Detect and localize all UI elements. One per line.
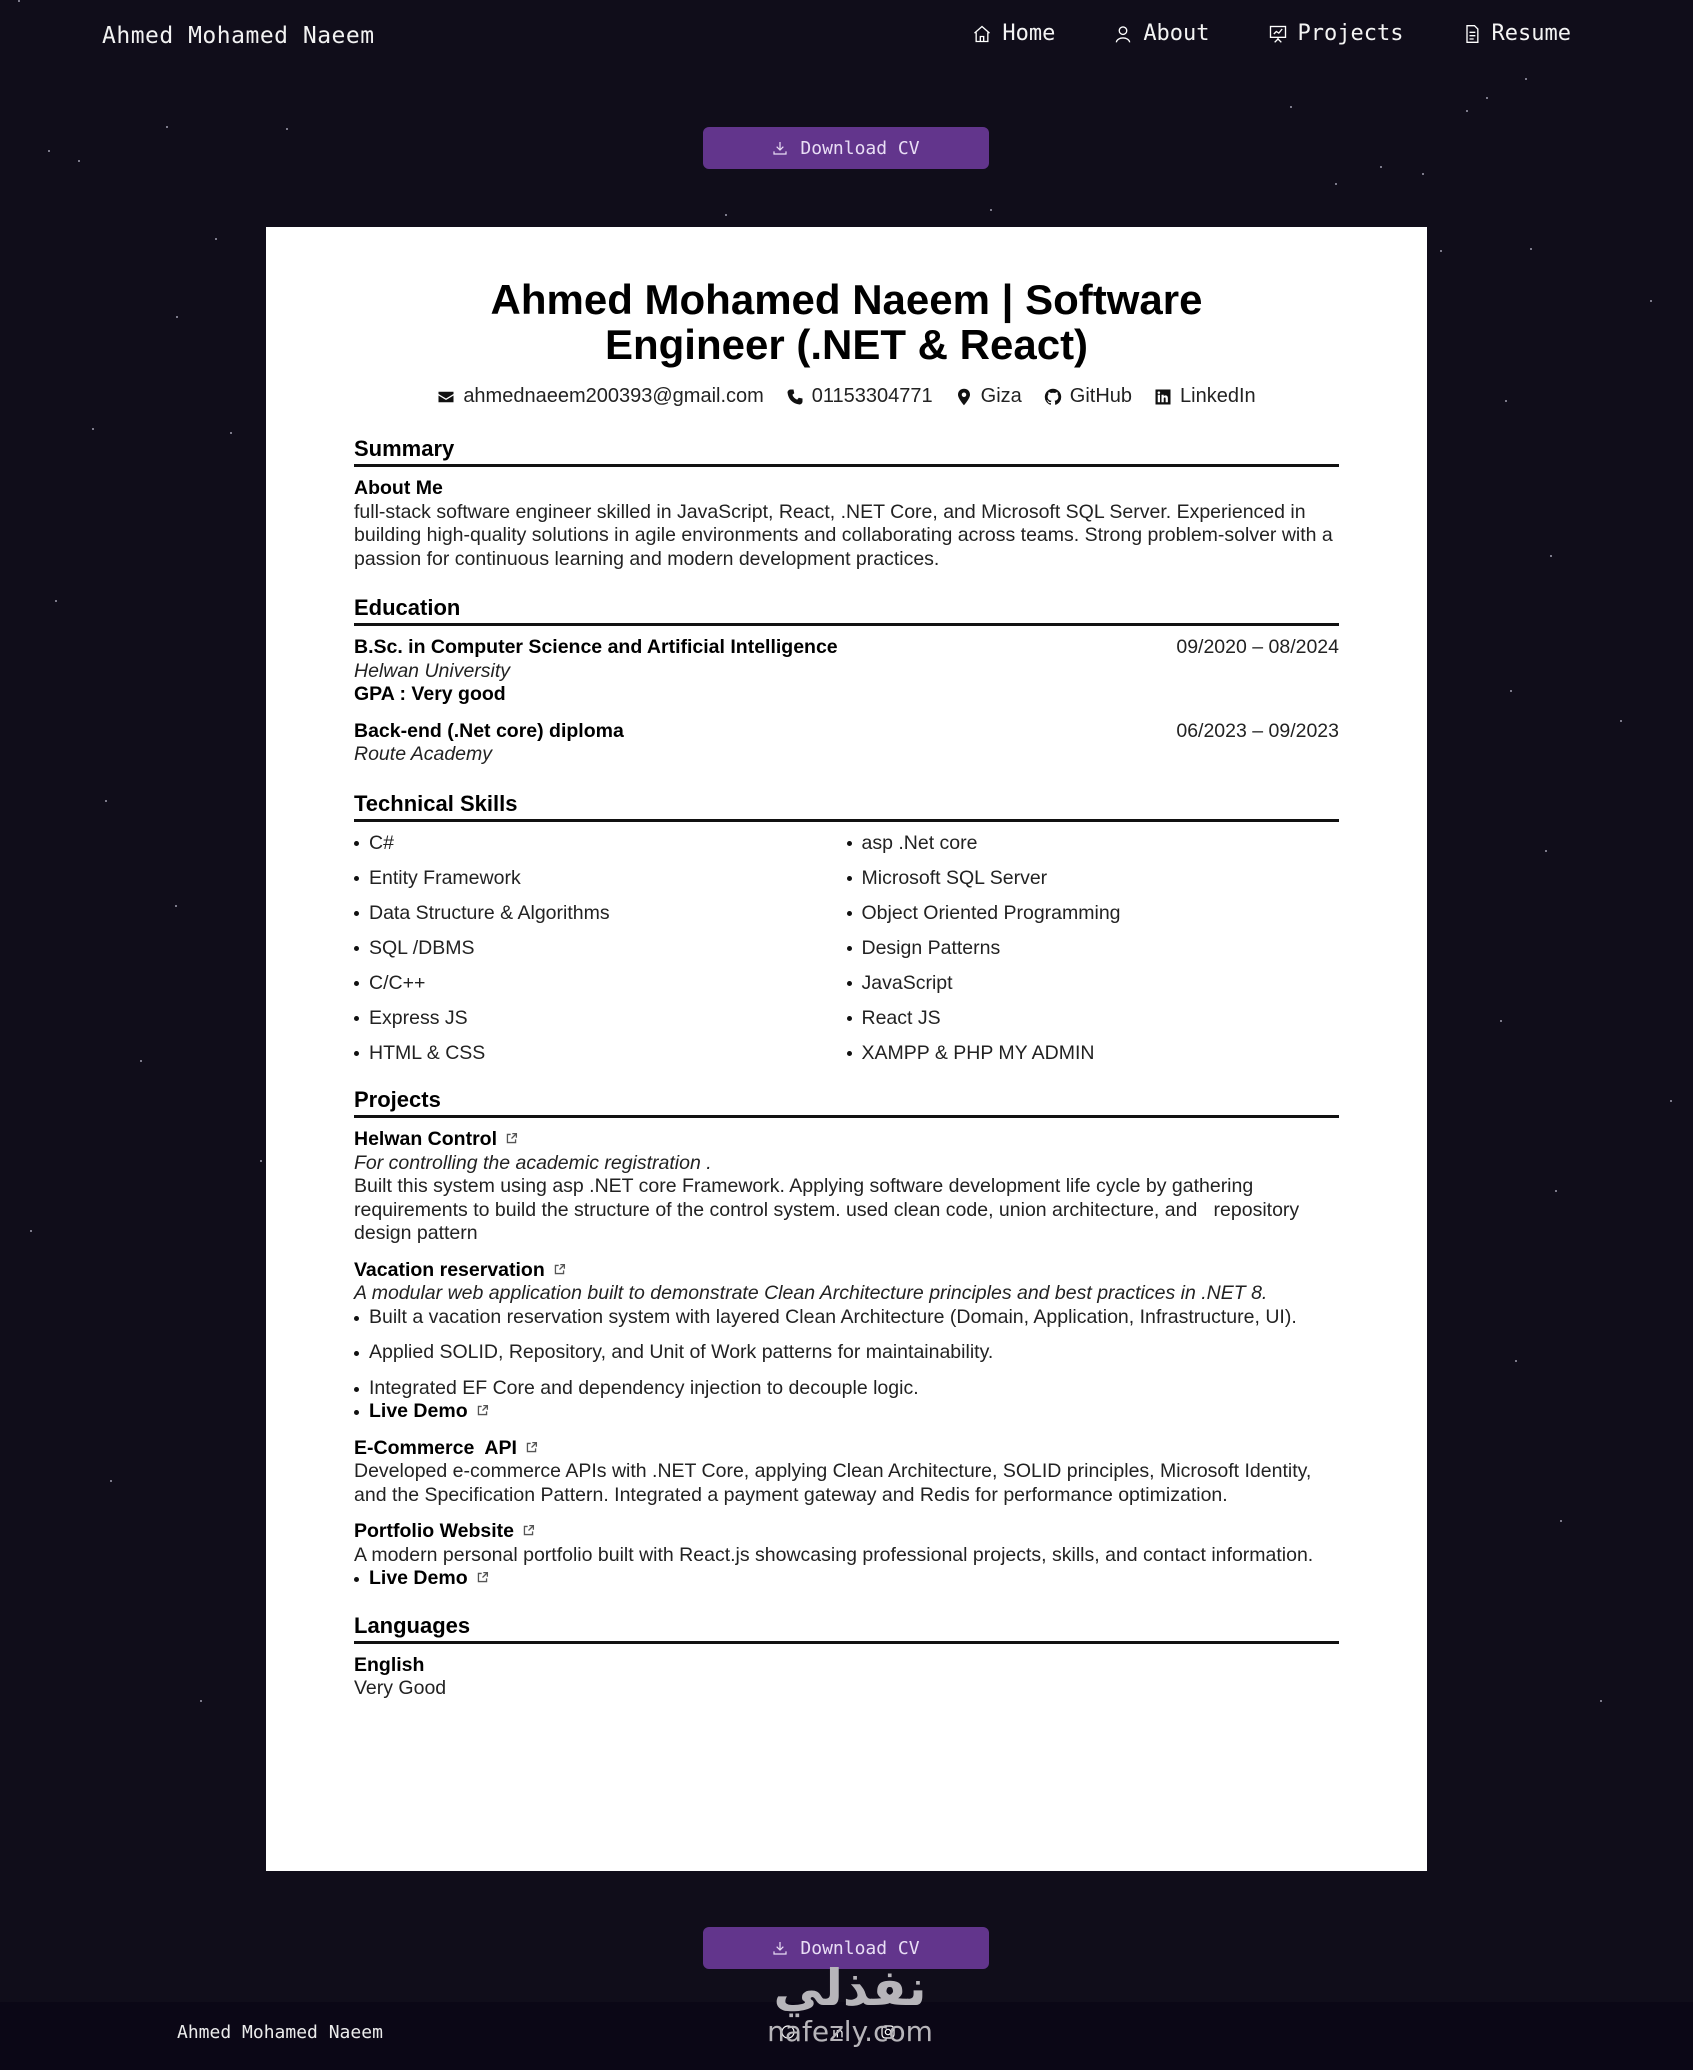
- skill-item: [847, 972, 1340, 996]
- star: [1440, 250, 1442, 252]
- live-demo-link[interactable]: Live Demo: [369, 1567, 489, 1591]
- bullet: [354, 946, 359, 951]
- project-title: Portfolio Website: [354, 1520, 514, 1542]
- section-heading: Education: [354, 595, 1339, 626]
- download-cv-label: Download CV: [800, 1937, 920, 1959]
- star: [1670, 1100, 1672, 1102]
- bullet: [354, 981, 359, 986]
- skill-label: JavaScript: [861, 971, 953, 994]
- degree-title: Back-end (.Net core) diploma: [354, 719, 624, 742]
- project-title: Helwan Control: [354, 1128, 498, 1150]
- skill-label: Object Oriented Programming: [861, 901, 1121, 924]
- star: [1530, 248, 1532, 250]
- skill-label: Data Structure & Algorithms: [369, 901, 610, 924]
- languages-section: [354, 1613, 1339, 1701]
- footer-linkedin-link[interactable]: [830, 2024, 846, 2044]
- star: [92, 428, 94, 430]
- instagram-icon: [880, 2024, 896, 2040]
- external-link-icon: [476, 1567, 489, 1591]
- project-entry: [354, 1128, 1339, 1246]
- skill-label: Entity Framework: [369, 866, 521, 889]
- skill-item: [847, 1007, 1340, 1031]
- nav-item-label: Home: [1002, 21, 1056, 46]
- bullet: [354, 1016, 359, 1021]
- skill-item: [354, 902, 847, 926]
- star: [1486, 97, 1488, 99]
- star: [78, 160, 80, 162]
- contact-email-text: ahmednaeem200393@gmail.com: [463, 385, 764, 407]
- section-heading: Projects: [354, 1087, 1339, 1118]
- star: [48, 150, 50, 152]
- document-icon: [1462, 24, 1482, 44]
- project-bullet: Built a vacation reservation system with layered Clean Architecture (Domain, Application, Infrastructure, UI).: [354, 1306, 1339, 1330]
- project-subtitle: A modular web application built to demonstrate Clean Architecture principles and best practices in .NET 8.: [354, 1282, 1268, 1304]
- school-name: Route Academy: [354, 743, 493, 765]
- contact-email[interactable]: [437, 385, 763, 408]
- skill-item: [354, 1042, 847, 1066]
- external-link-icon: [505, 1128, 518, 1152]
- footer: [0, 2002, 1693, 2070]
- skill-label: HTML & CSS: [369, 1041, 486, 1064]
- github-icon: [780, 2024, 796, 2040]
- project-subtitle: For controlling the academic registration .: [354, 1151, 712, 1174]
- download-cv-label: Download CV: [800, 137, 920, 159]
- project-bullets: [354, 1567, 1339, 1591]
- star: [1510, 690, 1512, 692]
- contact-phone-text: 01153304771: [811, 385, 933, 407]
- star: [1505, 400, 1507, 402]
- nav-item-label: Resume: [1491, 21, 1571, 46]
- resume-title: Ahmed Mohamed Naeem | Software Engineer (.NET & React): [490, 276, 1203, 368]
- bullet: [847, 981, 852, 986]
- star: [1466, 110, 1468, 112]
- summary-subheading: About Me: [354, 477, 443, 499]
- skill-item: [354, 832, 847, 856]
- degree-dates: 06/2023 – 09/2023: [1176, 719, 1339, 742]
- star: [725, 214, 727, 216]
- skill-item: [354, 867, 847, 891]
- star: [1515, 1360, 1517, 1362]
- star: [110, 1480, 112, 1482]
- language-level: Very Good: [354, 1677, 447, 1699]
- skill-item: [354, 1007, 847, 1031]
- project-title: E-Commerce API: [354, 1436, 517, 1459]
- nav-item-projects[interactable]: [1268, 21, 1404, 46]
- nav-item-label: About: [1143, 21, 1210, 46]
- school-name: Helwan University: [354, 659, 511, 682]
- download-icon: [772, 140, 788, 156]
- phone-icon: [786, 388, 804, 406]
- skill-item: [847, 902, 1340, 926]
- bullet: [847, 1016, 852, 1021]
- star: [166, 126, 168, 128]
- location-pin-icon: [955, 388, 973, 406]
- star: [1290, 106, 1292, 108]
- star: [176, 316, 178, 318]
- external-link-icon: [553, 1259, 566, 1283]
- presentation-icon: [1268, 24, 1288, 44]
- star: [30, 1230, 32, 1232]
- brand-name[interactable]: Ahmed Mohamed Naeem: [102, 23, 375, 49]
- nav-item-home[interactable]: [972, 21, 1055, 46]
- download-cv-button-top[interactable]: [703, 127, 989, 169]
- contact-linkedin-text: LinkedIn: [1180, 385, 1256, 407]
- skill-item: [354, 937, 847, 961]
- skill-item: [847, 937, 1340, 961]
- footer-name: Ahmed Mohamed Naeem: [177, 2022, 383, 2043]
- bullet: [847, 876, 852, 881]
- nav-item-resume[interactable]: [1462, 21, 1571, 46]
- star: [1650, 300, 1652, 302]
- footer-instagram-link[interactable]: [880, 2024, 896, 2044]
- watermark-arabic: نفذلي: [773, 1959, 927, 2017]
- star: [175, 905, 177, 907]
- skill-label: Microsoft SQL Server: [861, 866, 1048, 889]
- star: [1560, 1520, 1562, 1522]
- star: [260, 1160, 262, 1162]
- star: [1525, 78, 1527, 80]
- project-title-link[interactable]: [354, 1259, 1339, 1283]
- section-heading: Languages: [354, 1613, 1339, 1644]
- envelope-icon: [437, 388, 455, 406]
- star: [1555, 1190, 1557, 1192]
- project-bullets: [354, 1306, 1339, 1424]
- skill-label: React JS: [861, 1006, 941, 1029]
- project-title-link[interactable]: [354, 1128, 1339, 1152]
- education-entry: [354, 636, 1339, 707]
- star: [105, 800, 107, 802]
- section-heading: Technical Skills: [354, 791, 1339, 822]
- external-link-icon: [525, 1437, 538, 1461]
- navbar: [0, 0, 1693, 72]
- star: [55, 600, 57, 602]
- footer-socials: [780, 2024, 896, 2044]
- gpa: GPA : Very good: [354, 683, 506, 705]
- skill-item: [847, 1042, 1340, 1066]
- star: [1500, 1020, 1502, 1022]
- skill-item: [354, 972, 847, 996]
- project-description: Built this system using asp .NET core Framework. Applying software development life cycle by gathering requirements to build the structure of the control system. used clean code, union architecture, and repository design pattern: [354, 1175, 1305, 1244]
- star: [200, 1700, 202, 1702]
- home-icon: [972, 24, 992, 44]
- nav-item-about[interactable]: [1113, 21, 1209, 46]
- project-entry: [354, 1520, 1339, 1591]
- summary-text: full-stack software engineer skilled in JavaScript, React, .NET Core, and Microsoft SQL Server. Experienced in building high-quality solutions in agile environments and collaborating across teams. Strong problem-solver with a passion for continuous learning and modern development practices.: [354, 500, 1333, 570]
- projects-section: [354, 1087, 1339, 1591]
- star: [1380, 166, 1382, 168]
- contact-bar: [354, 385, 1339, 408]
- contact-github[interactable]: [1044, 385, 1132, 408]
- education-section: [354, 595, 1339, 767]
- bullet: [354, 841, 359, 846]
- project-bullet: Applied SOLID, Repository, and Unit of Work patterns for maintainability.: [354, 1341, 1339, 1365]
- project-title: Vacation reservation: [354, 1258, 545, 1281]
- bullet: [847, 911, 852, 916]
- live-demo-link[interactable]: Live Demo: [369, 1400, 489, 1424]
- skill-label: asp .Net core: [861, 831, 978, 854]
- summary-section: [354, 436, 1339, 571]
- project-title-link[interactable]: [354, 1520, 1339, 1544]
- star: [215, 238, 217, 240]
- star: [286, 128, 288, 130]
- contact-phone[interactable]: [786, 385, 933, 408]
- skill-label: C/C++: [369, 971, 426, 994]
- user-icon: [1113, 24, 1133, 44]
- contact-location-text: Giza: [980, 385, 1022, 407]
- bullet: [847, 946, 852, 951]
- linkedin-icon: [1154, 388, 1172, 406]
- github-icon: [1044, 388, 1062, 406]
- bullet: [847, 841, 852, 846]
- external-link-icon: [476, 1400, 489, 1424]
- star: [1545, 850, 1547, 852]
- skill-label: Express JS: [369, 1006, 468, 1029]
- live-demo-item: [354, 1400, 1339, 1424]
- bullet: [847, 1051, 852, 1056]
- degree-dates: 09/2020 – 08/2024: [1176, 636, 1339, 658]
- skill-label: XAMPP & PHP MY ADMIN: [861, 1041, 1095, 1064]
- project-entry: [354, 1437, 1339, 1508]
- project-bullet: Integrated EF Core and dependency injection to decouple logic.: [354, 1377, 1339, 1401]
- star: [990, 209, 992, 211]
- nav-menu: [972, 21, 1571, 46]
- section-heading: Summary: [354, 436, 1339, 467]
- contact-linkedin[interactable]: [1154, 385, 1256, 408]
- star: [1600, 1700, 1602, 1702]
- bullet: [354, 1051, 359, 1056]
- project-description: Developed e-commerce APIs with .NET Core, applying Clean Architecture, SOLID principles, Microsoft Identity, and the Specification Pattern. Integrated a payment gateway and Redis for performance optimization.: [354, 1460, 1312, 1506]
- skill-label: C#: [369, 831, 394, 854]
- skill-item: [847, 867, 1340, 891]
- live-demo-item: [354, 1567, 1339, 1591]
- download-cv-button-bottom[interactable]: [703, 1927, 989, 1969]
- contact-github-text: GitHub: [1069, 385, 1133, 407]
- project-entry: [354, 1259, 1339, 1424]
- footer-github-link[interactable]: [780, 2024, 796, 2044]
- skills-grid: [354, 832, 1339, 1066]
- star: [140, 1060, 142, 1062]
- skill-label: SQL /DBMS: [369, 936, 475, 959]
- language-name: English: [354, 1653, 425, 1676]
- skill-label: Design Patterns: [861, 936, 1001, 959]
- star: [1422, 173, 1424, 175]
- bullet: [354, 876, 359, 881]
- skill-item: [847, 832, 1340, 856]
- external-link-icon: [522, 1520, 535, 1544]
- watermark-latin: nafezly.com: [767, 2015, 933, 2048]
- star: [1620, 720, 1622, 722]
- degree-title: B.Sc. in Computer Science and Artificial Intelligence: [354, 636, 838, 658]
- skills-section: [354, 791, 1339, 1066]
- download-icon: [772, 1940, 788, 1956]
- project-description: A modern personal portfolio built with React.js showcasing professional projects, skills, and contact information.: [354, 1543, 1314, 1566]
- star: [230, 432, 232, 434]
- nav-item-label: Projects: [1297, 21, 1404, 46]
- bullet: [354, 911, 359, 916]
- project-title-link[interactable]: [354, 1437, 1339, 1461]
- contact-location[interactable]: [955, 385, 1022, 408]
- resume-document: [266, 227, 1427, 1871]
- star: [1550, 555, 1552, 557]
- education-entry: [354, 720, 1339, 767]
- star: [1335, 183, 1337, 185]
- linkedin-icon: [830, 2024, 846, 2040]
